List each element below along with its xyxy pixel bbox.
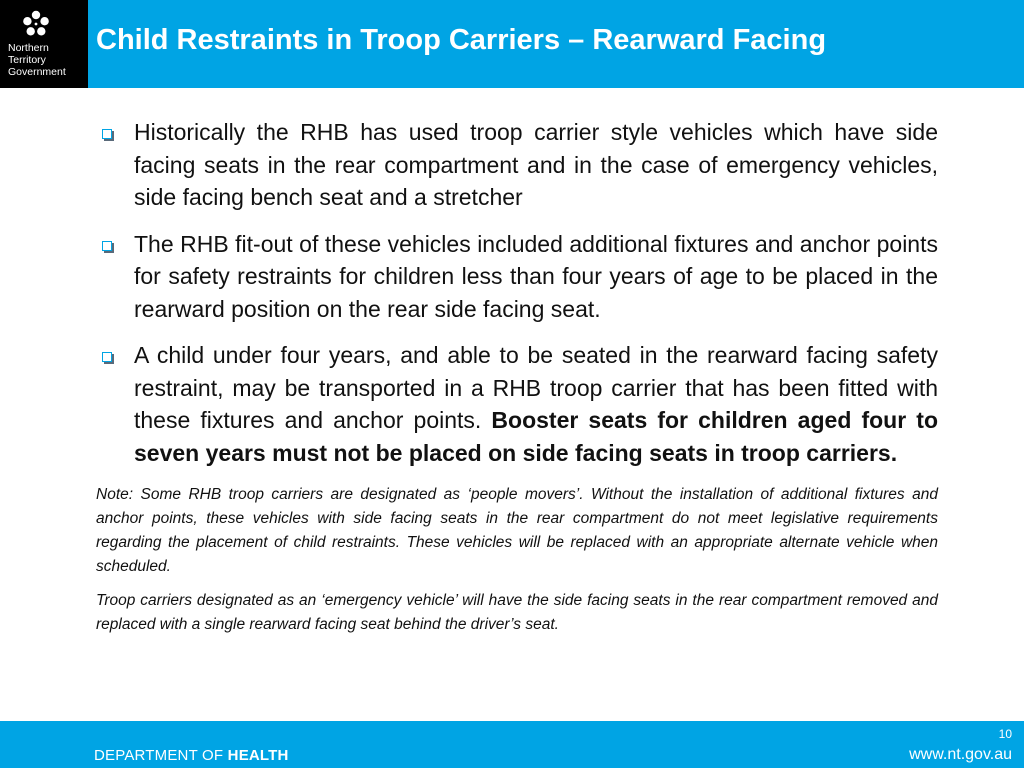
page-number: 10 [998,727,1012,741]
square-bullet-icon [102,129,112,139]
department-prefix: DEPARTMENT OF [94,747,224,764]
bullet-item [96,116,938,214]
bullet-text: Historically the RHB has used troop carrier style vehicles which have side facing seats in the rear compartment and in the case of emergency vehicles, side facing bench seat and a stretcher [134,119,938,210]
note-people-movers: Note: Some RHB troop carriers are designated as ‘people movers’. Without the installation of additional fixtures and anchor points, these vehicles with side facing seats in the rear compartment do not meet legislative requirements regarding the placement of child restraints. These vehicles will be replaced with an appropriate alternate vehicle when scheduled. [96,486,938,575]
department-label [94,747,289,764]
header-bar [0,0,1024,88]
logo-line-1: Northern [8,42,49,54]
bullet-bold-text: Booster seats for children aged four to seven years must not be placed on side facing seats in troop carriers. [134,407,938,466]
nt-government-logo [0,0,88,88]
desert-rose-logo-icon [22,10,50,38]
square-bullet-icon [102,241,112,251]
bullet-text: The RHB fit-out of these vehicles included additional fixtures and anchor points for safety restraints for children less than four years of age to be placed in the rearward position on the rear side facing seat. [134,230,938,322]
logo-line-2: Territory [8,54,46,66]
bullet-list [96,116,938,469]
bullet-item [96,339,938,469]
footer-bar [0,721,1024,768]
note-emergency-vehicle: Troop carriers designated as an ‘emergency vehicle’ will have the side facing seats in the rear compartment removed and replaced with a single rearward facing seat behind the driver’s seat. [96,592,938,633]
slide-title: Child Restraints in Troop Carriers – Rearward Facing [96,24,827,56]
website-url: www.nt.gov.au [909,746,1012,763]
bullet-text: A child under four years, and able to be seated in the rearward facing safety restraint, may be transported in a RHB troop carrier that has been fitted with these fixtures and anchor points. [134,342,938,433]
department-name: HEALTH [227,747,289,764]
slide-content [96,116,938,647]
logo-text [8,42,88,78]
bullet-item [96,228,938,326]
logo-line-3: Government [8,66,66,78]
square-bullet-icon [102,352,112,362]
